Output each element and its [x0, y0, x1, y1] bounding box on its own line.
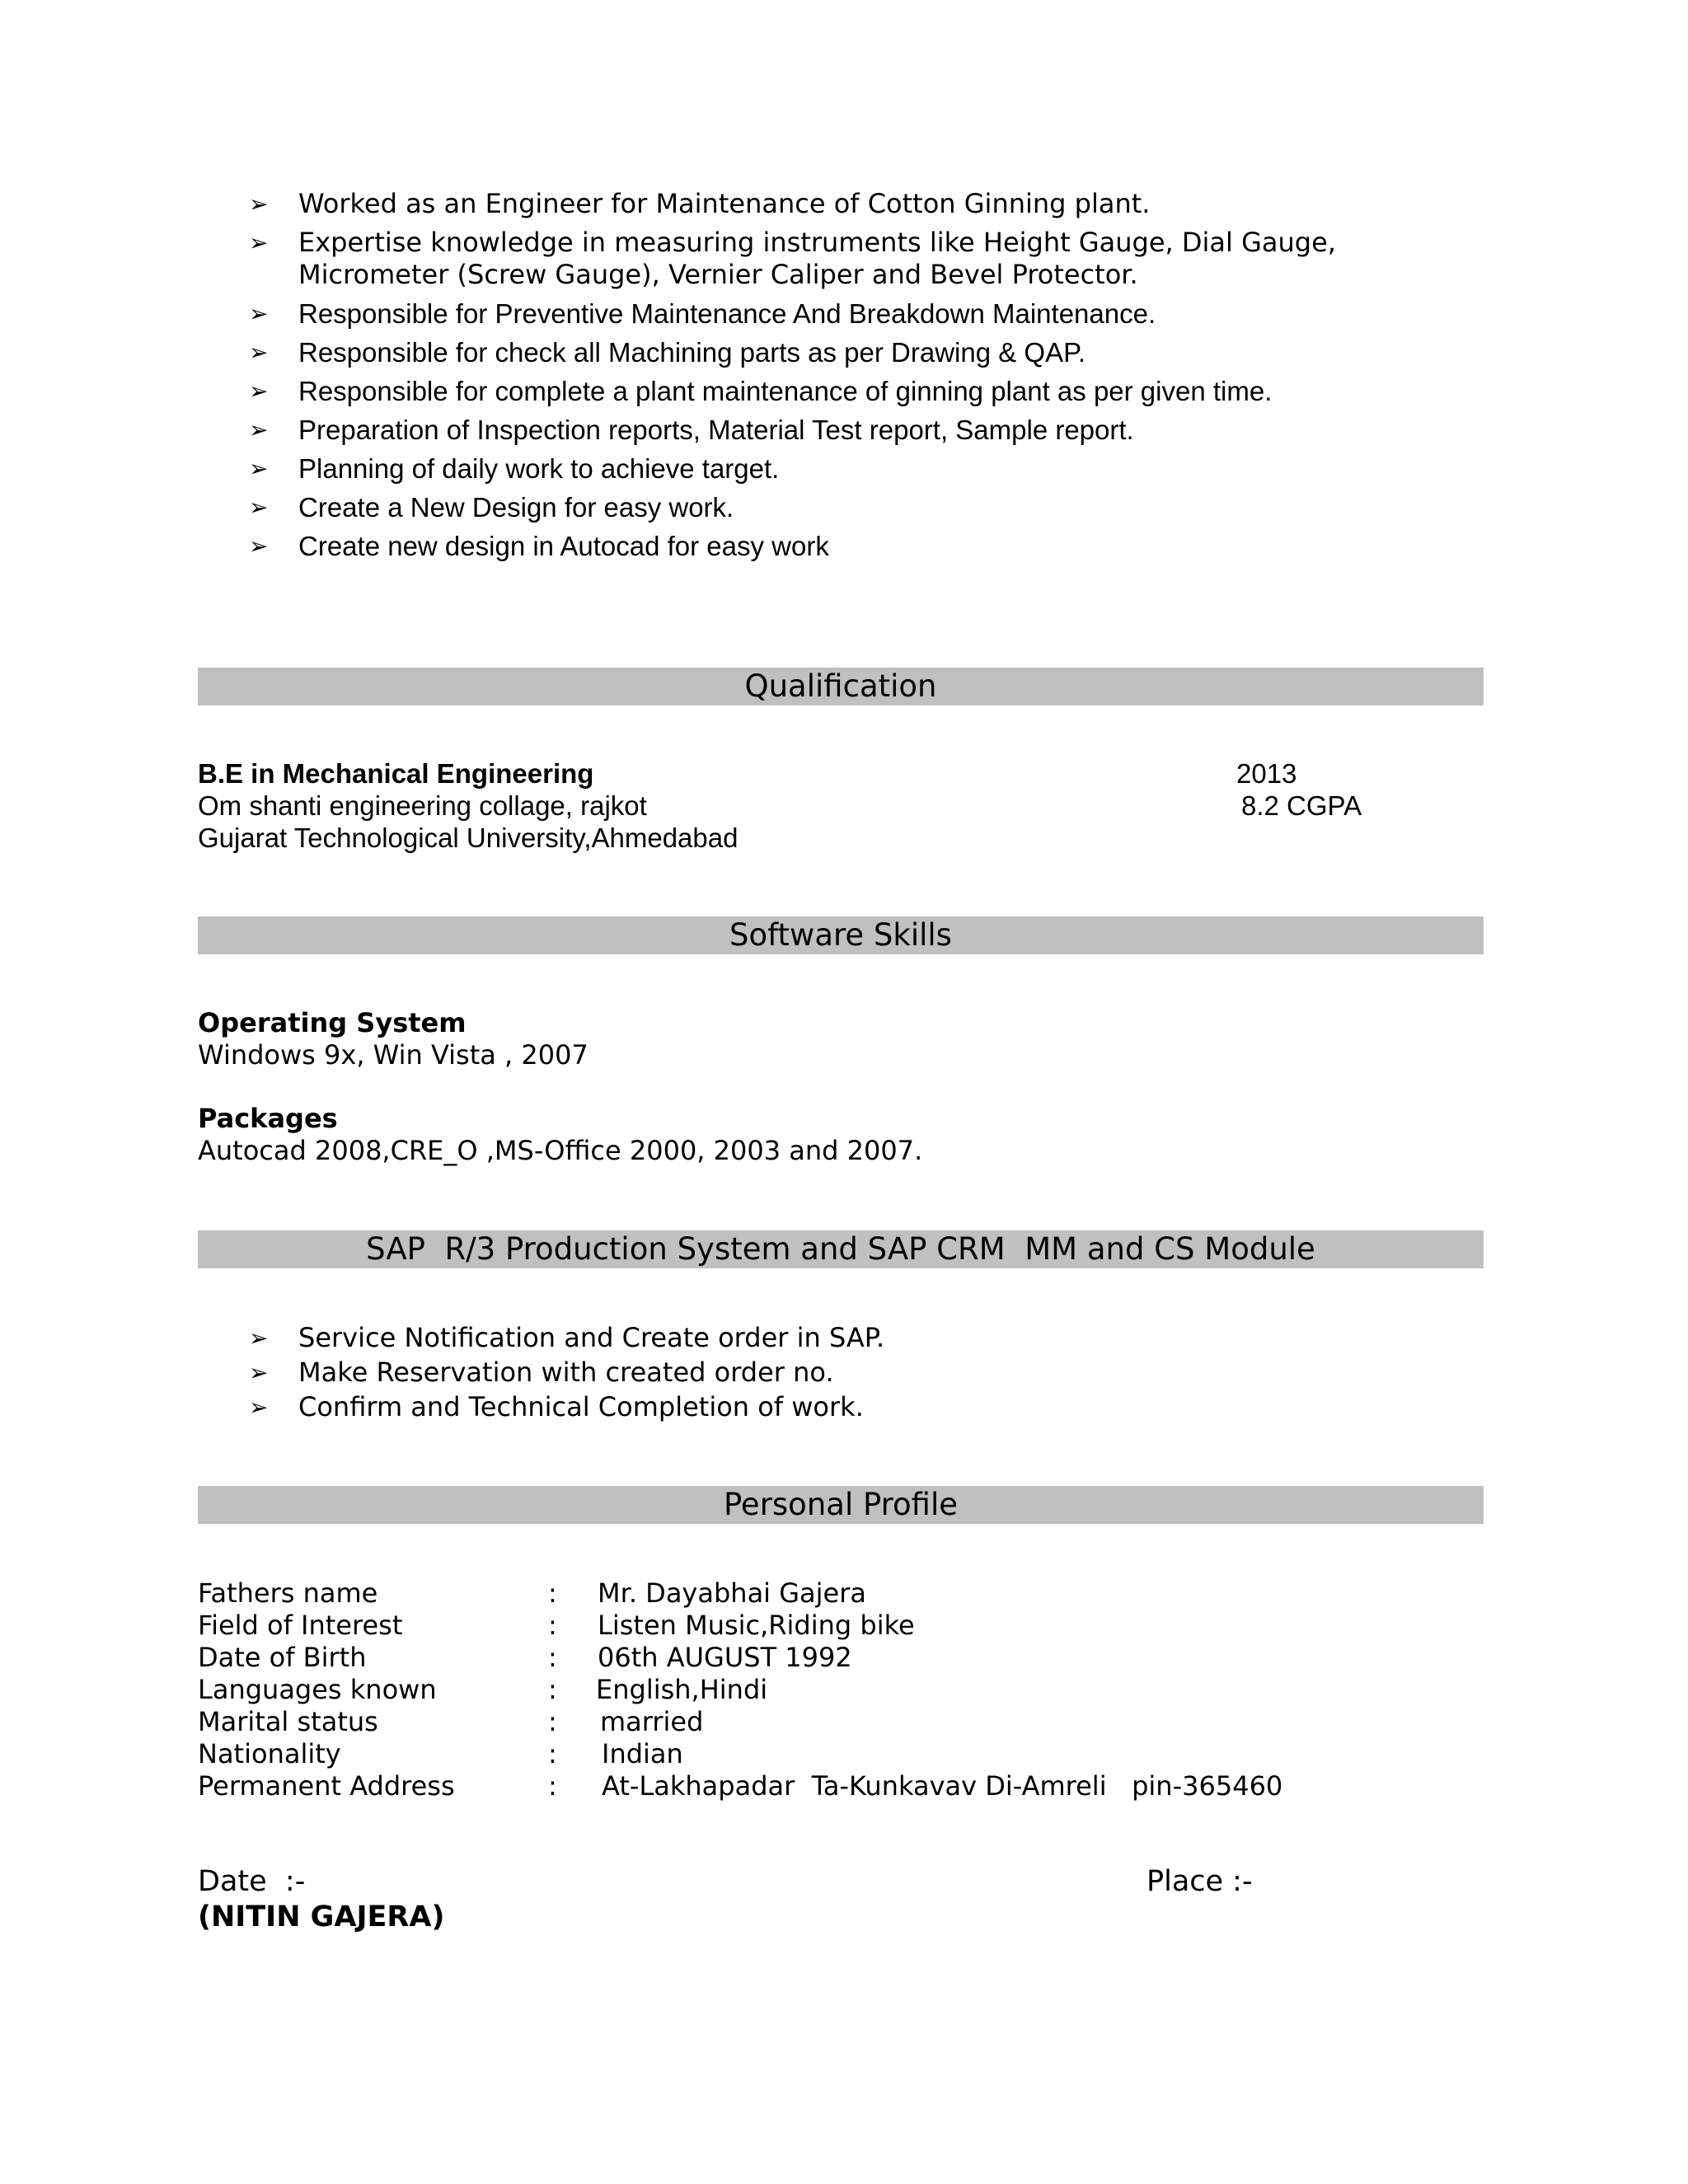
list-item: ➢ Service Notification and Create order in SAP. [249, 1322, 885, 1353]
profile-key: Fathers name [198, 1577, 378, 1609]
profile-separator: : [548, 1674, 557, 1705]
university-name: Gujarat Technological University,Ahmedabad [198, 823, 738, 853]
arrow-bullet-icon: ➢ [249, 1324, 269, 1352]
graduation-year: 2013 [1236, 758, 1297, 789]
date-label: Date :- [198, 1865, 306, 1898]
os-label: Operating System [198, 1007, 467, 1038]
profile-key: Field of Interest [198, 1610, 403, 1641]
os-value: Windows 9x, Win Vista , 2007 [198, 1039, 588, 1071]
profile-separator: : [548, 1610, 557, 1641]
profile-value: English,Hindi [596, 1674, 768, 1705]
profile-separator: : [548, 1770, 557, 1802]
qualification-heading: Qualification [198, 668, 1484, 705]
arrow-bullet-icon: ➢ [249, 229, 269, 256]
list-item: ➢ Make Reservation with created order no. [249, 1357, 834, 1388]
profile-value: married [600, 1706, 704, 1737]
software-skills-heading: Software Skills [198, 916, 1484, 954]
profile-row [198, 1642, 1352, 1674]
profile-separator: : [548, 1738, 557, 1769]
profile-value: At-Lakhapadar Ta-Kunkavav Di-Amreli pin-365460 [602, 1770, 1283, 1802]
profile-row [198, 1770, 1352, 1802]
signature-name: (NITIN GAJERA) [198, 1900, 445, 1933]
packages-value: Autocad 2008,CRE_O ,MS-Office 2000, 2003 and 2007. [198, 1135, 923, 1166]
sap-list [249, 1322, 1403, 1423]
arrow-bullet-icon: ➢ [249, 378, 269, 404]
profile-value: Listen Music,Riding bike [598, 1610, 915, 1641]
list-item: ➢ Preparation of Inspection reports, Material Test report, Sample report. [249, 415, 1134, 445]
profile-row [198, 1738, 1352, 1770]
packages-label: Packages [198, 1103, 338, 1134]
arrow-bullet-icon: ➢ [249, 456, 269, 481]
arrow-bullet-icon: ➢ [249, 1359, 269, 1386]
sap-heading: SAP R/3 Production System and SAP CRM MM and CS Module [198, 1230, 1484, 1268]
profile-row [198, 1706, 1352, 1738]
profile-separator: : [548, 1642, 557, 1673]
list-item: ➢ Expertise knowledge in measuring instruments like Height Gauge, Dial Gauge, Micrometer (Screw Gauge), Vernier Caliper and Bevel Protector. [249, 227, 1336, 290]
arrow-bullet-icon: ➢ [249, 533, 269, 559]
list-item: ➢ Responsible for Preventive Maintenance And Breakdown Maintenance. [249, 298, 1156, 329]
arrow-bullet-icon: ➢ [249, 340, 269, 365]
degree-title: B.E in Mechanical Engineering [198, 758, 594, 789]
profile-key: Date of Birth [198, 1642, 367, 1673]
profile-row [198, 1674, 1352, 1706]
profile-key: Permanent Address [198, 1770, 455, 1802]
college-name: Om shanti engineering collage, rajkot [198, 790, 647, 821]
list-item: ➢ Planning of daily work to achieve target. [249, 453, 780, 484]
profile-value: Mr. Dayabhai Gajera [598, 1577, 866, 1609]
arrow-bullet-icon: ➢ [249, 301, 269, 326]
arrow-bullet-icon: ➢ [249, 494, 269, 520]
grade-value: 8.2 CGPA [1241, 790, 1362, 821]
list-item: ➢ Create new design in Autocad for easy work [249, 531, 829, 561]
profile-key: Nationality [198, 1738, 341, 1769]
profile-separator: : [548, 1706, 557, 1737]
experience-list [249, 188, 1444, 569]
list-item: ➢ Confirm and Technical Completion of work. [249, 1391, 864, 1422]
arrow-bullet-icon: ➢ [249, 417, 269, 443]
list-item: ➢ Worked as an Engineer for Maintenance of Cotton Ginning plant. [249, 188, 1151, 219]
profile-row [198, 1577, 1352, 1610]
profile-separator: : [548, 1577, 557, 1609]
place-label: Place :- [1146, 1865, 1253, 1898]
profile-key: Marital status [198, 1706, 378, 1737]
profile-value: Indian [602, 1738, 683, 1769]
list-item: ➢ Create a New Design for easy work. [249, 492, 734, 523]
arrow-bullet-icon: ➢ [249, 1394, 269, 1421]
profile-row [198, 1610, 1352, 1642]
profile-key: Languages known [198, 1674, 437, 1705]
personal-profile-heading: Personal Profile [198, 1486, 1484, 1524]
list-item: ➢ Responsible for check all Machining parts as per Drawing & QAP. [249, 337, 1086, 368]
profile-value: 06th AUGUST 1992 [598, 1642, 852, 1673]
list-item: ➢ Responsible for complete a plant maintenance of ginning plant as per given time. [249, 376, 1273, 406]
arrow-bullet-icon: ➢ [249, 190, 269, 218]
